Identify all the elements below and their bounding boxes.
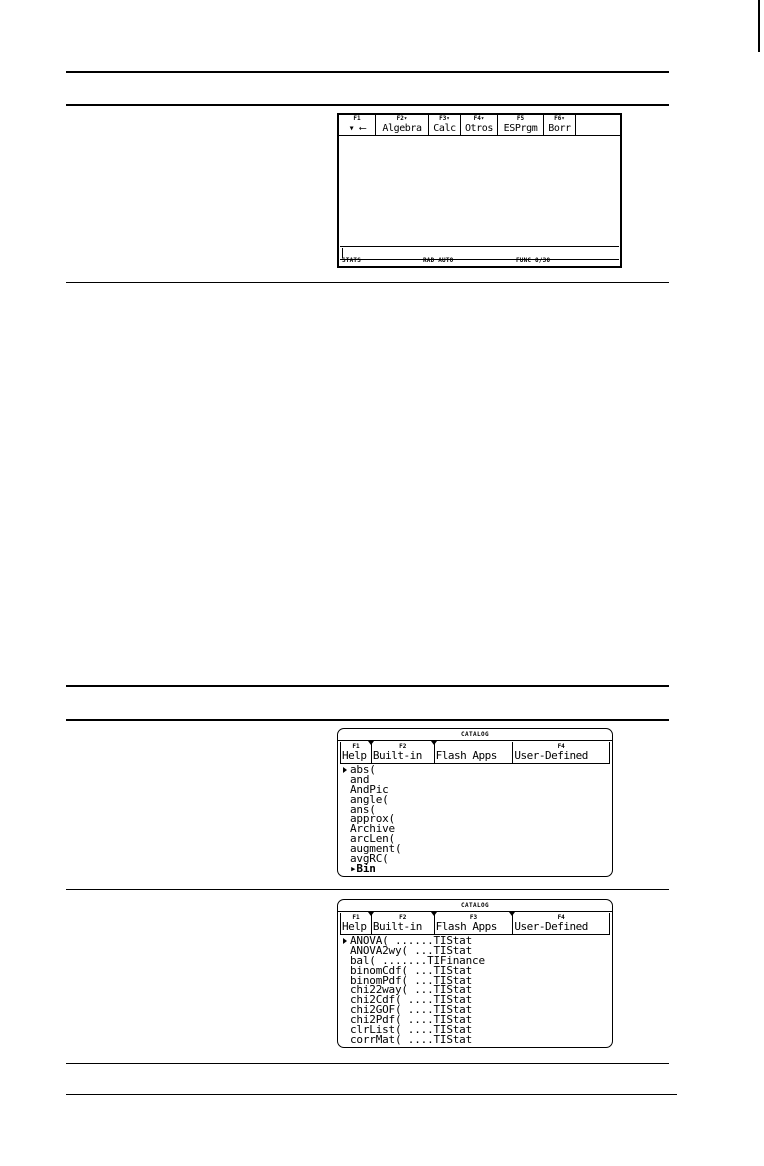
item-label: approx( — [350, 812, 395, 826]
item-label: chi2GOF( ....TIStat — [350, 1003, 473, 1017]
item-label: clrList( ....TIStat — [350, 1023, 473, 1037]
item-label: ▸Bin — [350, 861, 376, 875]
item-label: augment( — [350, 842, 402, 856]
item-label: Archive — [350, 822, 395, 836]
toolbar-tab-borr[interactable] — [544, 115, 576, 136]
toolbar — [339, 115, 620, 136]
section2-bottom-rule — [66, 1063, 669, 1064]
tab-label: Built-in — [372, 920, 422, 933]
fkey-label: F1 — [352, 914, 360, 921]
tab-label: Otros — [464, 123, 494, 134]
item-label: AndPic — [350, 782, 389, 796]
fkey-label: F2▾ — [396, 115, 408, 122]
item-label: bal( .......TIFinance — [350, 953, 485, 967]
fkey-label: F2 — [399, 914, 407, 921]
item-label: binomCdf( ...TIStat — [350, 963, 473, 977]
item-label: ANOVA( ......TIStat — [350, 934, 473, 947]
fkey-label: F3▾ — [439, 115, 450, 122]
section2-top-rule — [66, 685, 669, 687]
tab-user-defined[interactable] — [513, 913, 610, 935]
tab-built-in[interactable] — [372, 742, 435, 764]
item-label: abs( — [350, 763, 376, 776]
selection-arrow-icon — [343, 938, 347, 944]
item-label: and — [350, 772, 370, 786]
item-label: chi22way( ...TIStat — [350, 983, 473, 997]
status-history: FUNC 0/30 — [516, 257, 551, 264]
fkey-label: F6▾ — [554, 115, 565, 122]
catalog-title: CATALOG — [338, 729, 612, 741]
tab-label: User-Defined — [514, 920, 588, 933]
catalog-screen-builtin — [337, 728, 613, 877]
fkey-label: F4 — [557, 914, 565, 921]
catalog-list — [350, 765, 608, 874]
toolbar-tab-calc[interactable] — [429, 115, 461, 136]
item-label: angle( — [350, 792, 389, 806]
toolbar-tab-f1[interactable] — [339, 115, 376, 136]
item-label: chi2Cdf( ....TIStat — [350, 993, 473, 1007]
tab-label: ▾ ⟵ — [348, 123, 366, 134]
item-label: arcLen( — [350, 832, 395, 846]
tab-user-defined[interactable] — [513, 742, 610, 764]
tab-label: ESPrgm — [503, 123, 538, 134]
item-label: avgRC( — [350, 852, 389, 866]
list-item[interactable] — [350, 844, 608, 854]
catalog-title: CATALOG — [338, 900, 612, 912]
section1-bottom-rule — [66, 282, 669, 283]
catalog-list — [350, 936, 608, 1045]
tab-label: Algebra — [382, 123, 422, 134]
selection-arrow-icon — [343, 767, 347, 773]
tab-help[interactable] — [340, 913, 372, 935]
fkey-label: F4▾ — [473, 115, 485, 122]
catalog-tabs — [340, 742, 610, 764]
page-edge-marker — [758, 0, 760, 52]
section2-header-rule — [66, 719, 669, 721]
toolbar-tab-esprgm[interactable] — [498, 115, 544, 136]
tab-label: Help — [342, 920, 367, 933]
list-item[interactable] — [350, 765, 608, 775]
status-line — [341, 257, 618, 265]
item-label: ANOVA2wy( ...TIStat — [350, 943, 473, 957]
tab-label: User-Defined — [514, 749, 588, 762]
tab-label: Flash Apps — [435, 920, 497, 933]
toolbar-tab-empty — [576, 115, 620, 136]
calculator-home-screen — [337, 113, 622, 268]
item-label: chi2Pdf( ....TIStat — [350, 1013, 473, 1027]
section2-mid-rule — [66, 889, 669, 890]
item-label: corrMat( ....TIStat — [350, 1032, 473, 1046]
tab-label: Flash Apps — [435, 749, 497, 762]
tab-flash-apps[interactable] — [435, 742, 514, 764]
status-folder: STATS — [342, 257, 362, 264]
tab-label: Help — [342, 749, 367, 762]
page-footer-rule — [66, 1094, 677, 1095]
list-item[interactable] — [350, 854, 608, 864]
section1-header-rule — [66, 104, 669, 106]
tab-built-in[interactable] — [372, 913, 435, 935]
fkey-label: F1 — [352, 743, 360, 750]
tab-label: Calc — [433, 123, 456, 134]
section1-top-rule — [66, 71, 669, 73]
fkey-label: F5 — [516, 115, 525, 122]
list-item[interactable] — [350, 1032, 608, 1046]
item-label: ans( — [350, 802, 376, 816]
list-item[interactable] — [350, 792, 608, 806]
list-item[interactable] — [350, 782, 608, 796]
list-item[interactable] — [350, 772, 608, 786]
status-mode: RAD AUTO — [423, 257, 454, 264]
tab-help[interactable] — [340, 742, 372, 764]
fkey-label: F4 — [557, 743, 565, 750]
tab-flash-apps[interactable] — [435, 913, 514, 935]
toolbar-tab-algebra[interactable] — [376, 115, 429, 136]
list-item-group[interactable] — [350, 861, 608, 875]
fkey-label: F2 — [399, 743, 407, 750]
fkey-label: F1 — [353, 115, 361, 122]
catalog-screen-flash-apps — [337, 899, 613, 1048]
item-label: binomPdf( ...TIStat — [350, 973, 473, 987]
fkey-label: F3 — [469, 914, 478, 921]
toolbar-tab-otros[interactable] — [461, 115, 498, 136]
tab-label: Borr — [548, 123, 571, 134]
catalog-tabs — [340, 913, 610, 935]
tab-label: Built-in — [372, 749, 422, 762]
